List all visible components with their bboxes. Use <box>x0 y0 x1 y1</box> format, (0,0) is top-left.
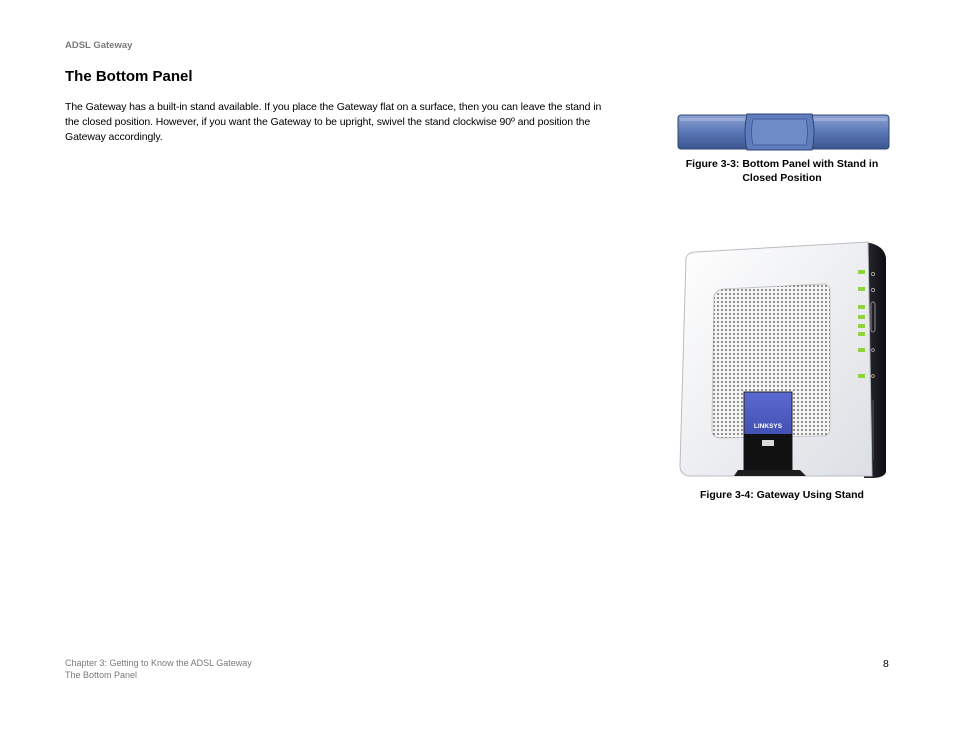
footer-section: The Bottom Panel <box>65 670 138 680</box>
document-header: ADSL Gateway <box>65 40 133 51</box>
figure-3-3-caption-line2: Closed Position <box>742 172 822 184</box>
body-paragraph: The Gateway has a built-in stand available. If you place the Gateway flat on a surface, then you can leave the stand in the closed position. However, if you want the Gateway to be upright, swivel the stand clockwise 90º and position the Gateway accordingly. <box>65 101 602 143</box>
page-title: The Bottom Panel <box>65 68 193 85</box>
footer-chapter: Chapter 3: Getting to Know the ADSL Gateway <box>65 658 252 668</box>
gateway-upright-image <box>676 240 888 482</box>
figure-3-3-caption-line1: Figure 3-3: Bottom Panel with Stand in <box>685 158 879 170</box>
page-number: 8 <box>883 658 889 670</box>
figure-3-3-caption <box>672 157 892 185</box>
figure-3-4-caption: Figure 3-4: Gateway Using Stand <box>700 489 864 501</box>
bottom-panel-image <box>677 110 890 154</box>
page-footer <box>65 657 252 681</box>
linksys-logo: LINKSYS <box>753 423 783 430</box>
